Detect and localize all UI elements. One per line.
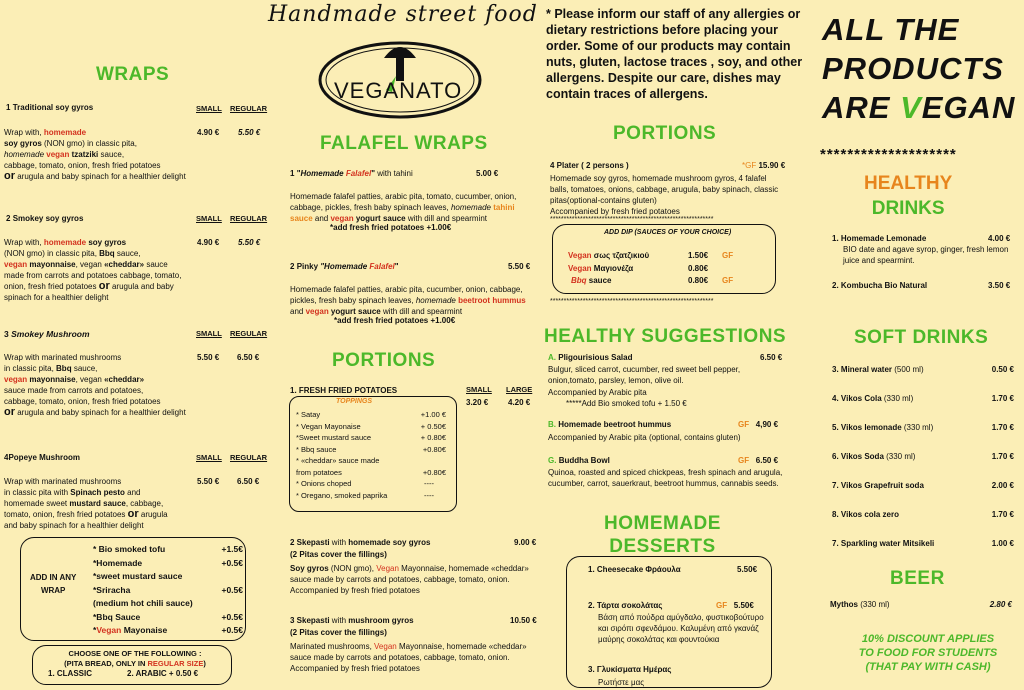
falafel-1-price: 5.00 € [476,169,499,178]
fries-col-small: SMALL [466,385,492,394]
skepasti-2-price: 10.50 € [510,616,537,625]
suggestion-g-description: Quinoa, roasted and spiced chickpeas, fresh spinach and arugula, cucumber, carrot, sauerkraut, beetroot hummus, cannabis seeds. [548,468,783,488]
wrap-2-description: Wrap with, homemade soy gyros (NON gmo) in classic pita, Bbq sauce, vegan mayonnaise, vegan «cheddar» sauce made from carrots and potatoes cabbage, tomato, onion, fresh fried potatoes or arugula and baby spinach for a healthier delight [4,238,182,302]
soft-drink-row: 4. Vikos Cola (330 ml) 1.70 € [832,394,1014,403]
topping-row: * Satay +1.00 € [296,410,446,419]
addon-row: *Vegan Mayonaise +0.5€ [93,625,243,635]
falafel-2-name: 2 Pinky "Homemade Falafel" [290,262,399,271]
dip-row: Vegan σως τζατζικιού 1.50€ GF [568,251,734,260]
dessert-2-price: GF 5.50€ [716,601,754,610]
fries-col-large: LARGE [506,385,533,394]
suggestion-a-name: A. Pligourisious Salad [548,353,633,362]
portions-left-title: PORTIONS [332,350,436,371]
suggestion-g-price: GF 6.50 € [738,456,779,465]
wrap-1-description: Wrap with, homemade soy gyros (NON gmo) in classic pita, homemade vegan tzatziki sauce, cabbage, tomato, onion, fresh fried potatoes or arugula and baby spinach for a healthier delight [4,128,186,182]
falafel-title: FALAFEL WRAPS [320,133,488,154]
topping-row: from potatoes +0.80€ [296,467,446,477]
wrap-item-3-name: 3 Smokey Mushroom [4,329,90,339]
skepasti-2-title: 3 Skepasti with mushroom gyros [290,616,414,625]
banner-stars: ******************** [820,146,957,163]
allergy-notice: * Please inform our staff of any allergies or dietary restrictions before placing your order. Some of our products may contain nuts, gluten, lactose traces , soy, and other allergens. Despite our care, dishes may contain traces of allergens. [546,7,803,101]
skepasti-1-title: 2 Skepasti with homemade soy gyros [290,538,431,547]
dip-list [568,250,738,288]
addon-row: *Sriracha +0.5€ [93,584,243,595]
skepasti-1-description: Soy gyros (NON gmo), Vegan Mayonnaise, homemade «cheddar» sauce made by carrots and potatoes, cabbage, tomato, onion. Accompanied by fresh fried potatoes [290,564,529,595]
soft-drink-row: 8. Vikos cola zero 1.70 € [832,510,1014,519]
wraps-title: WRAPS [96,64,170,85]
soft-drink-row: 5. Vikos lemonade (330 ml) 1.70 € [832,423,1014,432]
banner-line-2: PRODUCTS [822,51,1004,86]
falafel-2-addon: *add fresh fried potatoes +1.00€ [334,316,456,325]
plater-price: *GF 15.90 € [742,161,786,170]
suggestion-a-accompanied: Accompanied by Arabic pita [548,388,647,397]
topping-row: * Bbq sauce +0.80€ [296,444,446,454]
wrap-item-1-name: 1 Traditional soy gyros [6,103,94,112]
dip-title: ADD DIP (SAUCES OF YOUR CHOICE) [604,229,732,236]
wrap-3-col-small: SMALL [196,329,222,338]
dip-row: Vegan Μαγιονέζα 0.80€ [568,263,709,273]
student-discount: 10% DISCOUNT APPLIES TO FOOD FOR STUDENTS (THAT PAY WITH CASH) [858,633,998,673]
dessert-1-price: 5.50€ [737,565,758,574]
choose-one-text: CHOOSE ONE OF THE FOLLOWING : (PITA BREAD, ONLY IN REGULAR SIZE) [64,649,206,668]
drink-2-name: 2. Kombucha Bio Natural [832,281,928,290]
drink-1-name: 1. Homemade Lemonade [832,234,927,243]
wrap-1-regular-price: 5.50 € [238,128,261,137]
skepasti-1-price: 9.00 € [514,538,537,547]
vegan-banner [822,10,1015,127]
add-in-wrap-label: ADD IN ANY WRAP [30,573,77,595]
drink-2-price: 3.50 € [988,281,1011,290]
wrap-4-col-regular: REGULAR [230,453,268,462]
beer-title: BEER [890,568,945,589]
suggestion-a-extra: *****Add Bio smoked tofu + 1.50 € [566,399,687,408]
topping-row: *Sweet mustard sauce + 0.80€ [296,433,446,442]
suggestion-b-description: Accompanied by Arabic pita (optional, contains gluten) [548,433,741,442]
soft-drink-row: 6. Vikos Soda (330 ml) 1.70 € [832,452,1014,461]
wrap-2-col-regular: REGULAR [230,214,268,223]
banner-line-1: ALL THE [822,12,960,47]
addon-row: *Homemade +0.5€ [93,557,243,568]
logo [316,30,484,120]
tagline: Handmade street food [268,2,538,27]
drink-1-description: BIO date and agave syrop, ginger, fresh lemon juice and spearmint. [843,245,1009,265]
suggestion-b-price: GF 4,90 € [738,420,779,429]
wrap-1-small-price: 4.90 € [197,128,220,137]
plater-description: Homemade soy gyros, homemade mushroom gyros, 4 falafel balls, tomatoes, onions, cabbage, arugula, baby spinach, classic pitas(optional-contains gluten) [550,174,779,205]
wrap-3-description: Wrap with marinated mushrooms in classic pita, Bbq sauce, vegan mayonnaise, vegan «cheddar» sauce made from carrots and potatoes, cabbage, tomato, onion, fresh fried potatoes or arugula and baby spinach for a healthier delight [4,353,186,418]
pita-option-classic: 1. CLASSIC [48,669,93,678]
healthy-drinks-title: HEALTHY DRINKS [864,173,953,219]
wrap-3-col-regular: REGULAR [230,329,268,338]
dessert-3-name: 3. Γλυκίσματα Ημέρας [588,665,672,674]
soft-drink-row: 3. Mineral water (500 ml) 0.50 € [832,365,1014,374]
falafel-1-addon: *add fresh fried potatoes +1.00€ [330,223,452,232]
suggestion-a-price: 6.50 € [760,353,783,362]
suggestion-b-name: B. Homemade beetroot hummus [548,420,672,429]
plater-name: 4 Plater ( 2 persons ) [550,161,629,170]
topping-row: * «cheddar» sauce made [296,456,380,465]
falafel-2-price: 5.50 € [508,262,531,271]
addon-row: * Bio smoked tofu +1.5€ [93,544,243,554]
drink-1-price: 4.00 € [988,234,1011,243]
portions-right-title: PORTIONS [613,123,717,144]
wrap-4-col-small: SMALL [196,453,222,462]
soft-drink-row: 7. Sparkling water Mitsikeli 1.00 € [832,539,1014,548]
wrap-item-2-name: 2 Smokey soy gyros [6,214,84,223]
addon-row: *sweet mustard sauce [93,571,183,581]
desserts-title: HOMEMADE DESSERTS [604,513,721,557]
dip-stars-bottom: ************************************************************ [550,298,714,305]
topping-row: * Oregano, smoked paprika ---- [296,490,434,500]
banner-line-3: ARE VEGAN [822,90,1016,125]
wrap-3-small-price: 5.50 € [197,353,220,362]
addon-row: (medium hot chili sauce) [93,598,193,608]
falafel-1-name: 1 "Homemade Falafel" with tahini [290,169,413,178]
soft-drinks-title: SOFT DRINKS [854,327,989,348]
add-in-wrap-list [93,543,243,638]
fries-large-price: 4.20 € [508,398,531,407]
wrap-item-4-name: 4Popeye Mushroom [4,453,81,462]
dessert-1-name: 1. Cheesecake Φράουλα [588,565,681,574]
suggestion-a-description: Bulgur, sliced carrot, cucumber, red sweet bell pepper, onion,tomato, parsley, lemon, olive oil. [548,365,741,385]
healthy-suggestions-title: HEALTHY SUGGESTIONS [544,326,787,347]
pita-option-arabic: 2. ARABIC + 0.50 € [127,669,199,678]
wrap-2-regular-price: 5.50 € [238,238,261,247]
fries-small-price: 3.20 € [466,398,489,407]
toppings-list [296,409,446,501]
falafel-2-description: Homemade falafel patties, arabic pita, cucumber, onion, cabbage, pickles, fresh baby spinach leaves, homemade beetroot hummus and vegan yogurt sauce with dill and spearmint [290,285,526,316]
wrap-4-regular-price: 6.50 € [237,477,260,486]
wrap-col-regular: REGULAR [230,104,268,113]
plater-accompanied: Accompanied by fresh fried potatoes [550,207,680,216]
wrap-2-small-price: 4.90 € [197,238,220,247]
dip-row: Bbq sauce 0.80€ GF [571,276,734,285]
falafel-1-description: Homemade falafel patties, arabic pita, tomato, cucumber, onion, cabbage, pickles, fresh baby spinach leaves, homemade tahini sauce and vegan yogurt sauce with dill and spearmint [290,192,517,223]
dessert-2-name: 2. Τάρτα σοκολάτας [588,601,663,610]
wrap-col-small: SMALL [196,104,222,113]
dip-stars-top: ************************************************************ [550,216,714,223]
topping-row: * Vegan Mayonaise + 0.50€ [296,421,446,431]
addon-row: *Bbq Sauce +0.5€ [93,611,243,622]
fries-name: 1. FRESH FRIED POTATOES [290,386,398,395]
soft-drinks-list [832,355,1014,558]
wrap-2-col-small: SMALL [196,214,222,223]
dessert-2-description: Βάση από πούδρα αμύγδαλο, φυστικοβούτυρο και σιρόπι σφενδάμου. Καλυμένη από γκανάζ μαύρης σοκολάτας και φουντούκια [598,613,764,644]
beer-item: Mythos (330 ml) 2.80 € [830,600,1012,609]
suggestion-g-name: G. Buddha Bowl [548,456,610,465]
wrap-3-regular-price: 6.50 € [237,353,260,362]
toppings-label: TOPPINGS [336,398,373,405]
logo-emblem [316,30,484,120]
wrap-4-description: Wrap with marinated mushrooms in classic pita with Spinach pesto and homemade sweet mustard sauce, cabbage, tomato, onion, fresh fried potatoes or arugula and baby spinach for a healthier delight [4,477,168,530]
dessert-3-description: Ρωτήστε μας [598,678,645,687]
soft-drink-row: 7. Vikos Grapefruit soda 2.00 € [832,481,1014,490]
skepasti-2-sub: (2 Pitas cover the fillings) [290,628,387,637]
topping-row: * Onions choped ---- [296,479,434,488]
skepasti-1-sub: (2 Pitas cover the fillings) [290,550,387,559]
skepasti-2-description: Marinated mushrooms, Vegan Mayonnaise, homemade «cheddar» sauce made by carrots and potatoes, cabbage, tomato, onion. Accompanied by fresh fried potatoes [290,642,527,673]
logo-text: VEGANATO [334,78,463,103]
wrap-4-small-price: 5.50 € [197,477,220,486]
